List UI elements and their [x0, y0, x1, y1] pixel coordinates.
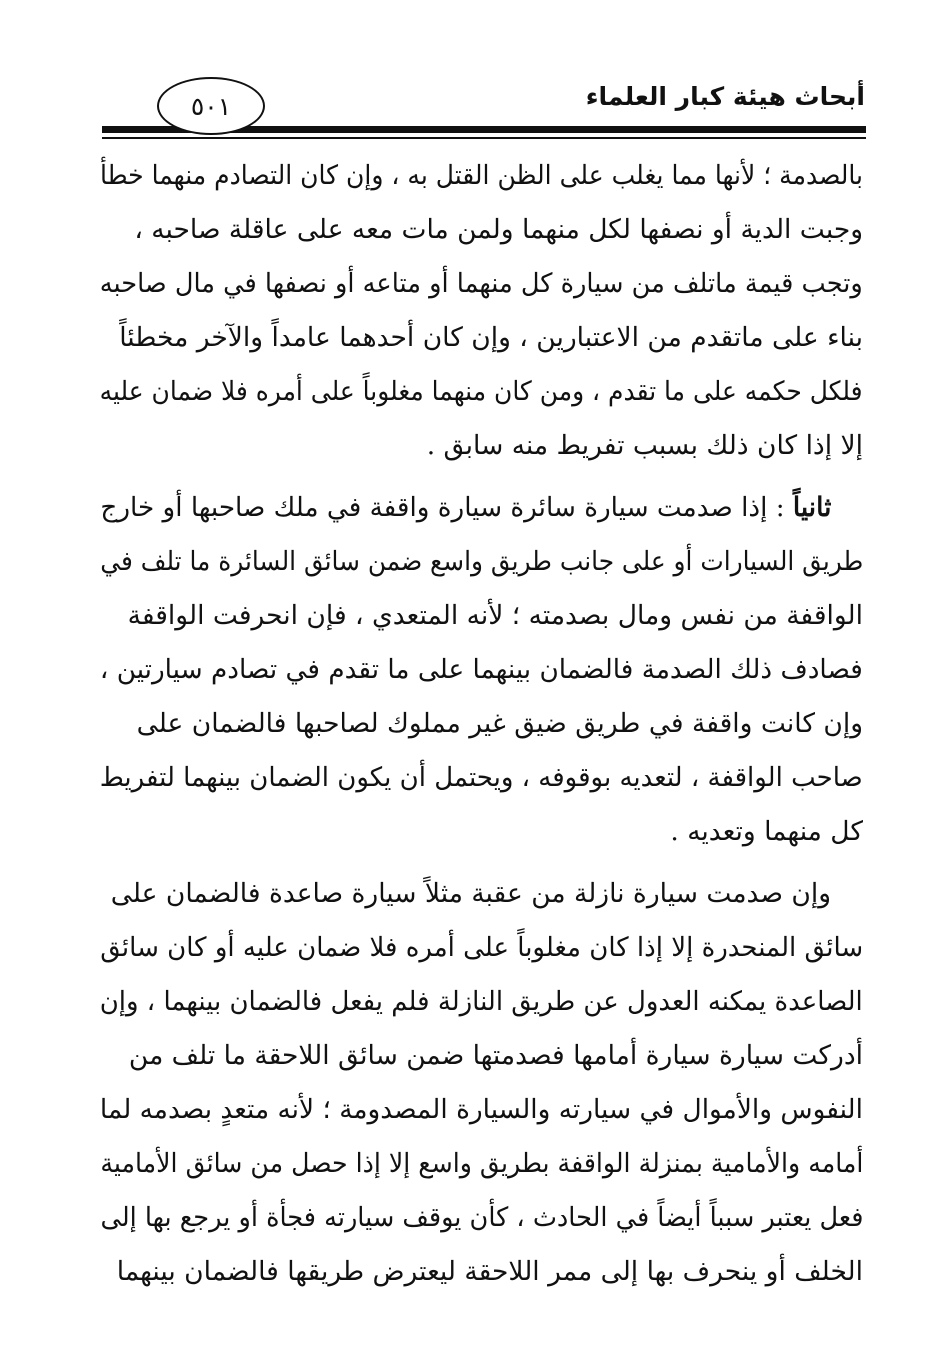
- text-line: بالصدمة ؛ لأنها مما يغلب على الظن القتل به ، وإن كان التصادم منهما خطأ: [99, 160, 863, 191]
- text-line: إلا إذا كان ذلك بسبب تفريط منه سابق .: [426, 430, 863, 461]
- text-line: فصادف ذلك الصدمة فالضمان بينهما على ما تقدم في تصادم سيارتين ،: [100, 654, 863, 685]
- text-line: وجبت الدية أو نصفها لكل منهما ولمن مات معه على عاقلة صاحبه ،: [134, 214, 863, 245]
- paragraph: [100, 481, 863, 859]
- text-line: أدركت سيارة سيارة أمامها فصدمتها ضمن سائق اللاحقة ما تلف من: [128, 1040, 863, 1071]
- text-line: وإن كانت واقفة في طريق ضيق غير مملوك لصاحبها فالضمان على: [136, 708, 863, 739]
- text-line: الصاعدة يمكنه العدول عن طريق النازلة فلم يفعل فالضمان بينهما ، وإن: [99, 986, 863, 1017]
- paragraph: [100, 149, 863, 473]
- text-line: فعل يعتبر سبباً أيضاً في الحادث ، كأن يوقف سيارته فجأة أو يرجع بها إلى: [100, 1202, 863, 1233]
- running-header-title: أبحاث هيئة كبار العلماء: [585, 82, 865, 111]
- text-line: أمامه والأمامية بمنزلة الواقفة بطريق واسع إلا إذا حصل من سائق الأمامية: [100, 1148, 863, 1179]
- page-number-oval: [157, 77, 265, 135]
- body-text: [100, 149, 863, 1299]
- text-line: [100, 481, 863, 535]
- page-number: ٥٠١: [190, 91, 232, 121]
- paragraph: [100, 867, 863, 1299]
- text-line-rest: : إذا صدمت سيارة سائرة سيارة واقفة في ملك صاحبها أو خارج: [99, 492, 793, 523]
- text-line: فلكل حكمه على ما تقدم ، ومن كان منهما مغلوباً على أمره فلا ضمان عليه: [99, 376, 863, 407]
- text-line: النفوس والأموال في سيارته والسيارة المصدومة ؛ لأنه متعدٍ بصدمه لما: [99, 1094, 863, 1125]
- text-line: الواقفة من نفس ومال بصدمته ؛ لأنه المتعدي ، فإن انحرفت الواقفة: [127, 600, 863, 631]
- text-line: طريق السيارات أو على جانب طريق واسع ضمن سائق السائرة ما تلف في: [100, 546, 863, 577]
- section-lead: ثانياً: [792, 492, 831, 523]
- text-line: وتجب قيمة ماتلف من سيارة كل منهما أو متاعه أو نصفها في مال صاحبه: [100, 268, 863, 299]
- text-line: بناء على ماتقدم من الاعتبارين ، وإن كان أحدهما عامداً والآخر مخطئاً: [119, 322, 863, 353]
- text-line: وإن صدمت سيارة نازلة من عقبة مثلاً سيارة صاعدة فالضمان على: [110, 878, 831, 909]
- header-rule-thin: [102, 137, 866, 139]
- text-line: صاحب الواقفة ، لتعديه بوقوفه ، ويحتمل أن يكون الضمان بينهما لتفريط: [100, 762, 863, 793]
- text-line: سائق المنحدرة إلا إذا كان مغلوباً على أمره فلا ضمان عليه أو كان سائق: [100, 932, 863, 963]
- text-line: الخلف أو ينحرف بها إلى ممر اللاحقة ليعترض طريقها فالضمان بينهما: [116, 1256, 863, 1287]
- text-line: كل منهما وتعديه .: [670, 816, 863, 847]
